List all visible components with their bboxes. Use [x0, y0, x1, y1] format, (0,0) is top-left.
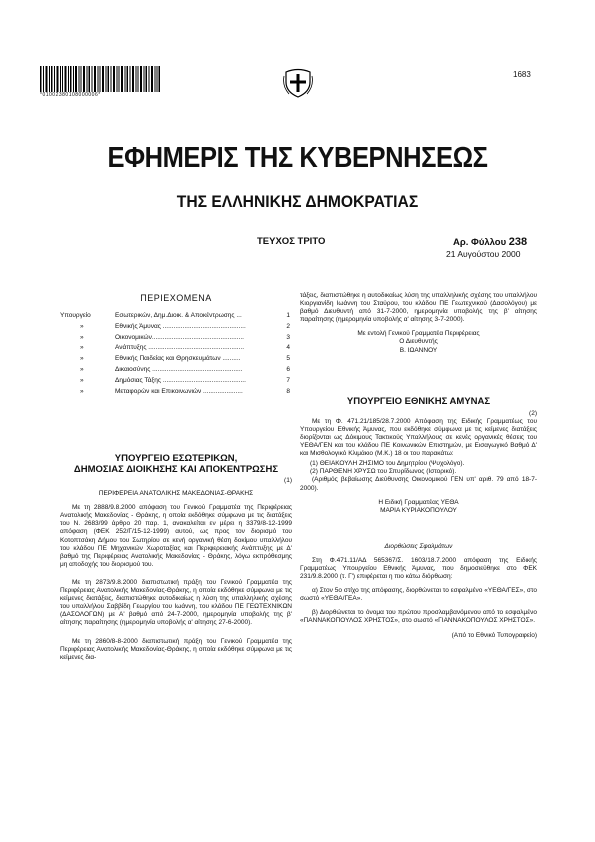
- toc-row: [60, 377, 290, 388]
- toc-item: Εθνικής Παιδείας και Θρησκευμάτων ..........: [115, 355, 241, 363]
- paragraph: β) Διορθώνεται το όνομα του πρώτου προσλαμβανόμενου από το εσφαλμένο «ΠΑΝΝΑΚΟΠΟΥΛΟΣ ΧΡΗΣΤΟΣ», στο σωστό «ΓΙΑΝΝΑΚΟΠΟΥΛΟΣ ΧΡΗΣΤΟΣ».: [300, 609, 537, 625]
- sheet-number-value: 238: [508, 236, 528, 248]
- section-title-interior-1: ΥΠΟΥΡΓΕΙΟ ΕΣΩΤΕΡΙΚΩΝ,: [114, 453, 238, 464]
- toc-row: [60, 344, 290, 355]
- toc-page: 2: [286, 322, 290, 330]
- page-number: 1683: [513, 70, 531, 79]
- toc-row: [60, 366, 290, 377]
- toc-ministry: »: [80, 376, 84, 384]
- paragraph: Με τη 2860/8-8-2000 διαπιστωτική πράξη του Γενικού Γραμματέα της Περιφέρειας Ανατολικής Μακεδονίας-Θράκης, η οποία εκδόθηκε σύμφωνα με τις κείμενες δια-: [60, 637, 292, 661]
- toc-row: [60, 312, 290, 323]
- list-item: (2) ΠΑΡΘΕΝΗ ΧΡΥΣΩ του Σπυρίδωνος (Ιστορικό).: [310, 468, 457, 476]
- toc-ministry: »: [80, 322, 84, 330]
- list-item: (1) ΘΕΙΑΚΟΥΛΗ ΖΗΣΙΜΟ του Δημητρίου (Ψυχολόγο).: [310, 460, 465, 468]
- toc-page: 3: [286, 333, 290, 341]
- signature-line: Η Ειδική Γραμματέας ΥΕΘΑ: [378, 498, 459, 506]
- sheet-number: [453, 236, 527, 248]
- signature-line: Με εντολή Γενικού Γραμματέα Περιφέρειας: [357, 330, 480, 338]
- paragraph: α) Στον 5ο στίχο της απόφασης, διορθώνεται το εσφαλμένο «ΥΕΘΑ/ΓΕΣ», στο σωστό «ΥΕΘΑ/ΓΕΑ».: [300, 587, 537, 603]
- toc-row: [60, 323, 290, 334]
- greek-coat-of-arms-icon: [283, 66, 313, 98]
- table-of-contents: [60, 312, 290, 398]
- toc-page: 7: [286, 376, 290, 384]
- errata-title: Διορθώσεις Σφαλμάτων: [384, 542, 453, 550]
- toc-item: Μεταφορών και Επικοινωνιών ......................: [115, 387, 243, 395]
- signature-line: Ο Διευθυντής: [399, 338, 438, 346]
- toc-page: 5: [286, 355, 290, 363]
- toc-item: Οικονομικών...................................................: [115, 333, 244, 341]
- left-column: [60, 453, 292, 668]
- toc-item: Εσωτερικών, Δημ.Διοικ. & Αποκέντρωσης ...: [115, 312, 242, 319]
- toc-item: Ανάπτυξης .....................................................: [115, 344, 245, 352]
- signature-block-1: [300, 330, 537, 354]
- toc-row: [60, 334, 290, 345]
- toc-item: Δημόσιας Τάξης ..............................................: [115, 376, 246, 384]
- issue-date: 21 Αυγούστου 2000: [446, 249, 521, 259]
- toc-page: 4: [286, 344, 290, 352]
- paragraph: τάξεις, διαπιστώθηκε η αυτοδικαίως λύση της υπαλληλικής σχέσης του υπαλλήλου Κιοργιανίδη Ιωάννη του Σταύρου, του κλάδου ΠΕ Γεωτεχνικού (Δασολόγου) με βαθμό Διευθυντή από 31-7-2000, ημερομηνία υποβολής της β' αίτησης παραίτησης (ημερομηνία υποβολής α' αίτησης 3-7-2000).: [300, 292, 537, 324]
- gazette-title: ΕΦΗΜΕΡΙΣ ΤΗΣ ΚΥΒΕΡΝΗΣΕΩΣ: [107, 142, 488, 174]
- region-heading: ΠΕΡΙΦΕΡΕΙΑ ΑΝΑΤΟΛΙΚΗΣ ΜΑΚΕΔΟΝΙΑΣ-ΘΡΑΚΗΣ: [98, 490, 254, 498]
- section-number: (1): [284, 477, 292, 484]
- toc-ministry: »: [80, 355, 84, 363]
- sheet-label: Αρ. Φύλλου: [453, 237, 507, 248]
- toc-ministry: »: [80, 333, 84, 341]
- paragraph: Με τη 2888/9.8.2000 απόφαση του Γενικού Γραμματέα της Περιφέρειας Ανατολικής Μακεδονίας - Θράκης, η οποία εκδόθηκε σύμφωνα με τις διατάξεις του Ν. 2683/99 άρθρο 20 παρ. 1, ανακαλείται εν μέρει η 3379/8-12-1999 απόφαση (ΦΕΚ 252/Γ/15-12-1999) αυτού, ως προς τον διορισμό του Κοτοπτσάκη Δήμου του Σωτηρίου σε κενή οργανική θέση δοκίμου υπαλλήλου του κλάδου ΠΕ Μηχανικών Χωροταξίας και Περιφερειακής Ανάπτυξης με Δ' βαθμό της Περιφέρειας Ανατολικής Μακεδονίας - Θράκης, λόγω εκπρόθεσμης μη αποδοχής του διορισμού του.: [60, 504, 292, 568]
- gazette-subtitle: ΤΗΣ ΕΛΛΗΝΙΚΗΣ ΔΗΜΟΚΡΑΤΙΑΣ: [176, 192, 419, 211]
- toc-page: 8: [286, 387, 290, 395]
- toc-row: [60, 388, 290, 399]
- section-title-interior-2: ΔΗΜΟΣΙΑΣ ΔΙΟΙΚΗΣΗΣ ΚΑΙ ΑΠΟΚΕΝΤΡΩΣΗΣ: [73, 464, 279, 475]
- toc-ministry: »: [80, 387, 84, 395]
- toc-page: 1: [286, 312, 290, 319]
- section-title-defense: ΥΠΟΥΡΓΕΙΟ ΕΘΝΙΚΗΣ ΑΜΥΝΑΣ: [346, 395, 491, 407]
- toc-heading: ΠΕΡΙΕΧΟΜΕΝΑ: [140, 293, 212, 303]
- signature-block-2: [300, 499, 537, 515]
- footer-note: (Από το Εθνικό Τυπογραφείο): [451, 631, 537, 639]
- barcode: [40, 66, 160, 92]
- toc-ministry: Υπουργείο: [60, 312, 91, 319]
- paragraph: Με τη Φ. 471.21/185/28.7.2000 Απόφαση της Ειδικής Γραμματέως του Υπουργείου Εθνικής Άμυνας, που εκδόθηκε σύμφωνα με τις κείμενες διατάξεις διορίζονται ως Δόκιμους Τακτικούς Υπαλλήλους σε κενές οργανικές θέσεις του ΥΕΘΑ/ΓΕΝ και του κλάδου ΠΕ Κοινωνικών Επιστημών, με Εισαγωγικό Βαθμό Δ' και Μισθολογικό Κλιμάκιο (Μ.Κ.) 18 οι του παρακάτω:: [300, 417, 537, 458]
- toc-page: 6: [286, 365, 290, 373]
- right-column: [300, 292, 537, 640]
- signature-name: ΜΑΡΙΑ ΚΥΡΙΑΚΟΠΟΥΛΟΥ: [380, 506, 457, 514]
- toc-row: [60, 355, 290, 366]
- signature-name: Β. ΙΩΑΝΝΟΥ: [399, 346, 438, 354]
- paragraph: Στη Φ.471.11/ΑΔ 565367/Σ. 1603/18.7.2000 απόφαση της Ειδικής Γραμματέως Υπουργείου Εθνικής Άμυνας, που δημοσιεύθηκε στο ΦΕΚ 231/9.8.2000 (τ. Γ') επιφέρεται η πιο κάτω διόρθωση:: [300, 556, 537, 581]
- paragraph: Με τη 2873/9.8.2000 διαπιστωτική πράξη του Γενικού Γραμματέα της Περιφέρειας Ανατολικής Μακεδονίας-Θράκης, η οποία εκδόθηκε σύμφωνα με τις κείμενες διατάξεις, διαπιστώθηκε αυτοδικαίως η λύση της υπαλληλικής σχέσης του υπαλλήλου Σαββίδη Γεωργίου του Ιωάννη, του κλάδου ΠΕ ΓΕΩΤΕΧΝΙΚΩΝ (ΔΑΣΟΛΟΓΩΝ) με Α' βαθμό από 24-7-2000, ημερομηνία υποβολής της β' αίτησης παραίτησης (ημερομηνία υποβολής α' αίτησης 27-6-2000).: [60, 578, 292, 627]
- issue-label: ΤΕΥΧΟΣ ΤΡΙΤΟ: [257, 236, 326, 247]
- toc-item: Δικαιοσύνης ..................................................: [115, 365, 243, 373]
- barcode-number: *01002380108000006*: [40, 92, 101, 98]
- toc-ministry: »: [80, 344, 84, 352]
- note: (Αριθμός βεβαίωσης Διεύθυνσης Οικονομικού ΓΕΝ υπ' αριθ. 79 από 18-7-2000).: [300, 476, 537, 492]
- section-number: (2): [529, 409, 537, 417]
- toc-ministry: »: [80, 365, 84, 373]
- toc-item: Εθνικής Άμυνας ..............................................: [115, 322, 246, 330]
